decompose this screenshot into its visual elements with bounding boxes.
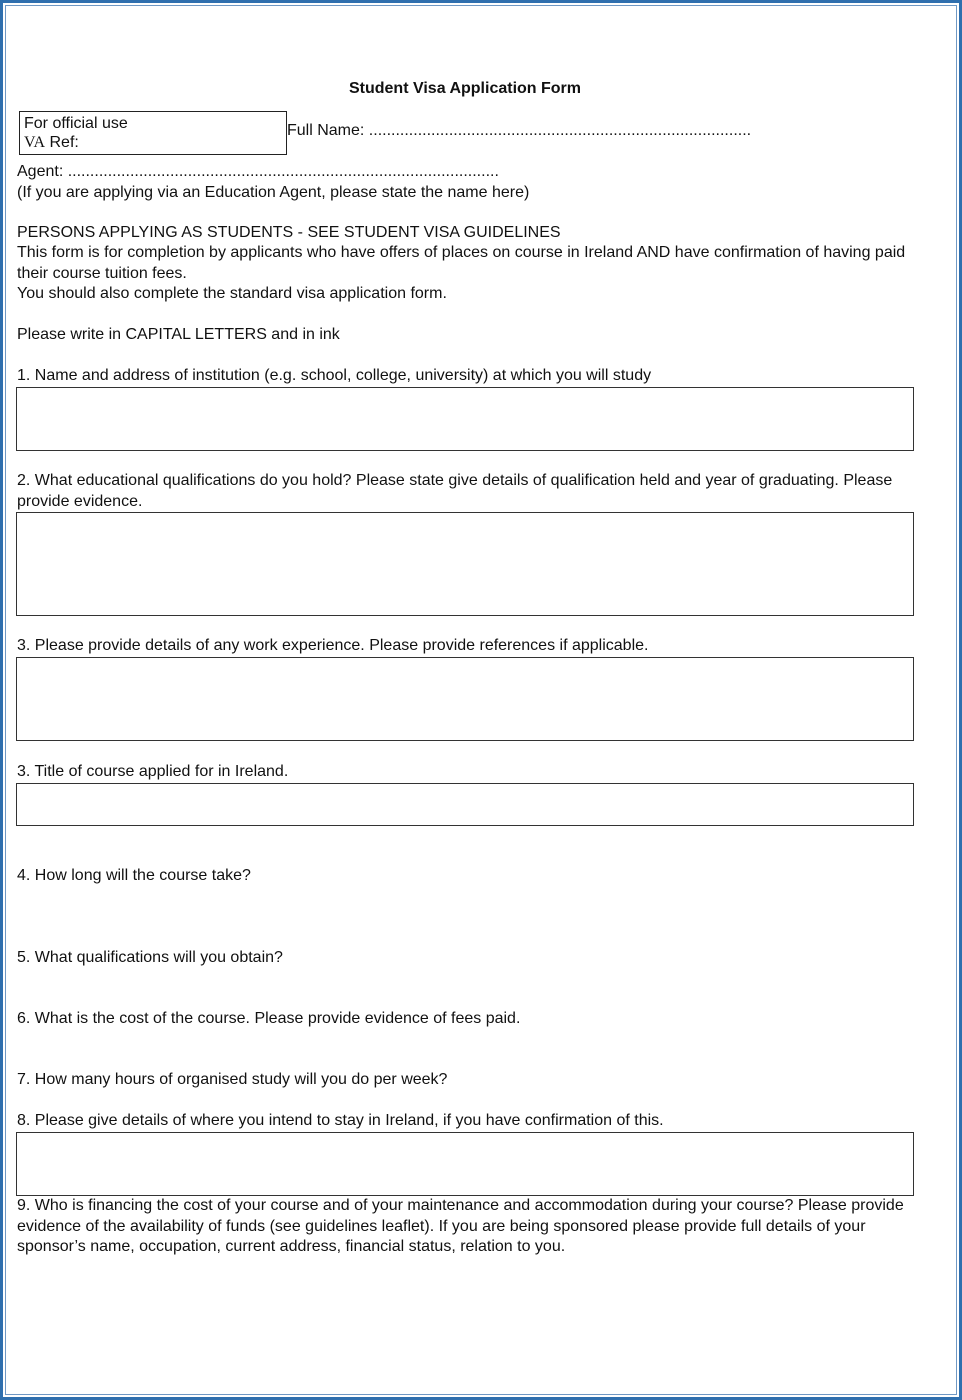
va-ref-line (24, 133, 286, 152)
capital-letters-instruction: Please write in CAPITAL LETTERS and in ink (17, 326, 340, 343)
ref-label: Ref: (45, 134, 79, 151)
agent-field[interactable]: Agent: ................................................................................................. (17, 163, 499, 180)
intro-text: This form is for completion by applicants who have offers of places on course in Ireland AND have confirmation of having paid their course tuition fees. (17, 244, 906, 282)
intro-heading: PERSONS APPLYING AS STUDENTS - SEE STUDENT VISA GUIDELINES (17, 224, 561, 241)
question-3-course-label: 3. Title of course applied for in Ireland. (17, 763, 289, 780)
question-3-work-label: 3. Please provide details of any work experience. Please provide references if applicable. (17, 637, 649, 654)
question-5-label: 5. What qualifications will you obtain? (17, 949, 283, 966)
full-name-field[interactable]: Full Name: ...................................................................................... (287, 122, 752, 139)
course-title-answer-box[interactable] (16, 783, 914, 826)
question-9-label: 9. Who is financing the cost of your course and of your maintenance and accommodation during your course? Please provide evidence of the availability of funds (see guidelines leaflet). If you are being sponsored please provide full details of your sponsor’s name, occupation, current address, financial status, relation to you. (17, 1197, 904, 1255)
question-4-label: 4. How long will the course take? (17, 867, 251, 884)
va-prefix: VA (24, 134, 46, 151)
agent-note: (If you are applying via an Education Agent, please state the name here) (17, 184, 530, 201)
form-title: Student Visa Application Form (348, 80, 582, 97)
official-use-label: For official use (24, 115, 128, 132)
institution-answer-box[interactable] (16, 387, 914, 451)
question-1-label: 1. Name and address of institution (e.g. school, college, university) at which you will study (17, 367, 652, 384)
question-6-label: 6. What is the cost of the course. Please provide evidence of fees paid. (17, 1010, 521, 1027)
qualifications-answer-box[interactable] (16, 512, 914, 616)
accommodation-answer-box[interactable] (16, 1132, 914, 1196)
intro-text-2: You should also complete the standard visa application form. (17, 285, 447, 302)
question-8-label: 8. Please give details of where you intend to stay in Ireland, if you have confirmation of this. (17, 1112, 664, 1129)
question-2-label: 2. What educational qualifications do you hold? Please state give details of qualification held and year of graduating. Please provide evidence. (17, 472, 893, 510)
official-use-box (19, 111, 287, 155)
question-7-label: 7. How many hours of organised study will you do per week? (17, 1071, 448, 1088)
work-experience-answer-box[interactable] (16, 657, 914, 741)
